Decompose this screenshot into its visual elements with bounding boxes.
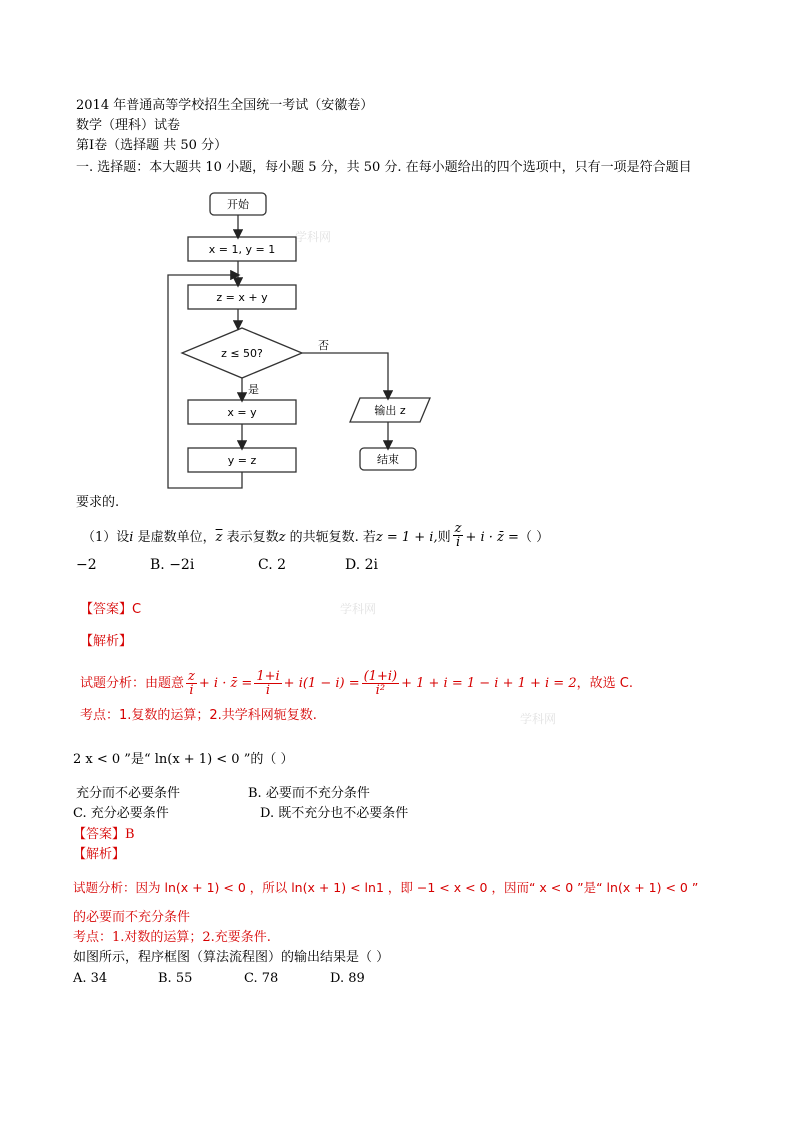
- q2-point: 考点：1.对数的运算；2.充要条件.: [73, 930, 271, 945]
- svg-text:否: 否: [318, 339, 329, 352]
- svg-text:x = 1, y = 1: x = 1, y = 1: [208, 243, 276, 256]
- q2-option-b: B. 必要而不充分条件: [248, 786, 370, 801]
- q2-stem: 2 x < 0 ”是“ ln(x + 1) < 0 ”的（ ）: [73, 752, 294, 767]
- q2-answer: 【答案】B: [73, 827, 135, 842]
- exam-title: 2014 年普通高等学校招生全国统一考试（安徽卷）: [76, 98, 374, 113]
- svg-text:x = y: x = y: [227, 406, 257, 419]
- svg-text:z = x + y: z = x + y: [216, 291, 268, 304]
- instruction: 一. 选择题：本大题共 10 小题，每小题 5 分，共 50 分. 在每小题给出的四个选项中，只有一项是符合题目: [76, 160, 692, 175]
- q2-analysis-cont: 的必要而不充分条件: [73, 910, 191, 925]
- q2-analysis-label: 【解析】: [73, 847, 126, 862]
- q3-option-d: D. 89: [330, 971, 365, 986]
- q1-stem: （1）设i 是虚数单位，$\overline{z}$ 表示复数z 的共轭复数. 若z = 1 + i,则 $\frac{z}{i}$ + i · z̄ =（ ）: [82, 521, 550, 550]
- q1-option-c: C. 2: [258, 557, 287, 573]
- watermark: 学科网: [520, 712, 557, 726]
- watermark: 学科网: [340, 602, 377, 616]
- q3-option-a: A. 34: [73, 971, 108, 986]
- q1-option-b: B. −2i: [150, 557, 195, 573]
- svg-text:y = z: y = z: [227, 454, 257, 467]
- q1-option-d: D. 2i: [345, 557, 379, 573]
- svg-text:z ≤ 50?: z ≤ 50?: [221, 347, 263, 360]
- q1-analysis: 试题分析：由题意 $\frac{z}{i}$ + i · z̄ = $\frac{1+i}{i}$ + i(1 − i) = $\frac{(1+i)}{\text{i²}}$ + 1 + i = 1 − i + 1 + i = 2，故选 C.: [80, 669, 633, 698]
- q3-stem: 如图所示，程序框图（算法流程图）的输出结果是（ ）: [73, 950, 390, 965]
- q3-option-c: C. 78: [244, 971, 279, 986]
- svg-text:结束: 结束: [377, 453, 399, 466]
- q1-point: 考点：1.复数的运算；2.共学科网轭复数.: [80, 708, 317, 723]
- q2-option-c: C. 充分必要条件: [73, 806, 169, 821]
- instruction-cont: 要求的.: [76, 495, 120, 510]
- q1-option-a: −2: [76, 557, 97, 573]
- q1-analysis-label: 【解析】: [80, 634, 133, 649]
- q1-answer: 【答案】C: [80, 602, 142, 617]
- subject-line: 数学（理科）试卷: [76, 118, 181, 133]
- svg-text:输出 z: 输出 z: [374, 404, 406, 417]
- q2-analysis: 试题分析：因为 ln(x + 1) < 0 ，所以 ln(x + 1) < ln1 ，即 −1 < x < 0 ，因而“ x < 0 ”是“ ln(x + 1) < 0 ”: [73, 880, 699, 895]
- q2-option-d: D. 既不充分也不必要条件: [260, 806, 409, 821]
- svg-text:开始: 开始: [227, 198, 249, 211]
- svg-text:是: 是: [248, 383, 259, 396]
- q3-option-b: B. 55: [158, 971, 193, 986]
- flowchart: [160, 185, 440, 495]
- watermark: 学科网: [295, 230, 332, 244]
- q2-option-a: 充分而不必要条件: [76, 786, 181, 801]
- part-line: 第Ⅰ卷（选择题 共 50 分）: [76, 138, 228, 153]
